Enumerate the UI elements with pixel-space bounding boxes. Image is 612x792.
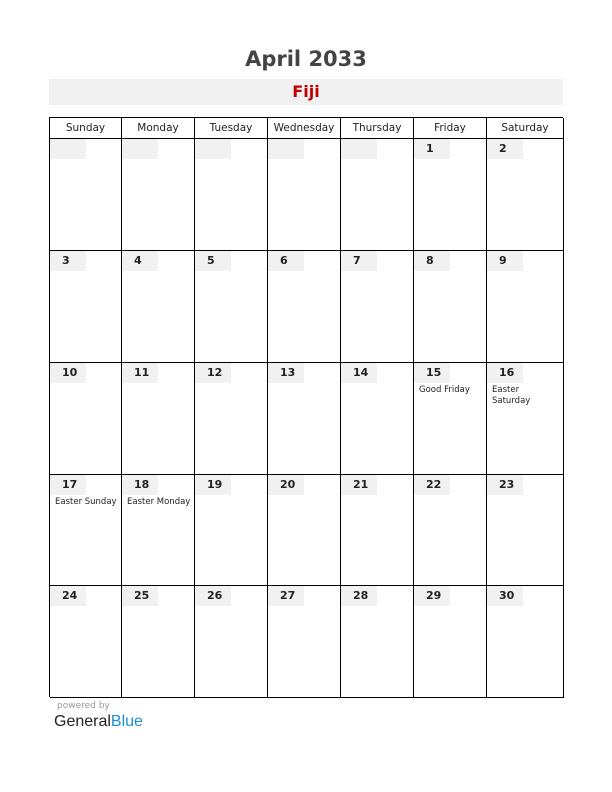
- day-number: 9: [487, 251, 523, 271]
- empty-day-cell: [122, 139, 195, 251]
- day-number: 12: [195, 363, 231, 383]
- day-number: 1: [414, 139, 450, 159]
- day-number: [50, 139, 86, 159]
- weekday-header-saturday: Saturday: [487, 118, 564, 139]
- holiday-label: Easter Sunday: [55, 497, 117, 507]
- empty-day-cell: [195, 139, 268, 251]
- brand-blue: Blue: [110, 713, 143, 730]
- day-number: 3: [50, 251, 86, 271]
- calendar-grid: [49, 117, 563, 697]
- day-cell-11[interactable]: [122, 363, 195, 475]
- day-number: [195, 139, 231, 159]
- day-number: 4: [122, 251, 158, 271]
- calendar-title: April 2033: [245, 47, 367, 71]
- day-cell-2[interactable]: [487, 139, 564, 251]
- day-number: 10: [50, 363, 86, 383]
- country-name: Fiji: [49, 79, 563, 105]
- day-cell-3[interactable]: [50, 251, 122, 363]
- day-number: 14: [341, 363, 377, 383]
- day-number: 6: [268, 251, 304, 271]
- day-number: 27: [268, 586, 304, 606]
- weekday-header-sunday: Sunday: [50, 118, 122, 139]
- day-cell-28[interactable]: [341, 586, 414, 698]
- day-number: 11: [122, 363, 158, 383]
- day-number: 19: [195, 475, 231, 495]
- day-number: 7: [341, 251, 377, 271]
- day-cell-23[interactable]: [487, 475, 564, 586]
- day-cell-18[interactable]: [122, 475, 195, 586]
- day-number: 30: [487, 586, 523, 606]
- day-cell-12[interactable]: [195, 363, 268, 475]
- empty-day-cell: [268, 139, 341, 251]
- day-cell-7[interactable]: [341, 251, 414, 363]
- day-cell-19[interactable]: [195, 475, 268, 586]
- empty-day-cell: [50, 139, 122, 251]
- day-cell-26[interactable]: [195, 586, 268, 698]
- day-number: 28: [341, 586, 377, 606]
- day-number: [122, 139, 158, 159]
- day-number: 20: [268, 475, 304, 495]
- day-number: 29: [414, 586, 450, 606]
- day-cell-25[interactable]: [122, 586, 195, 698]
- day-number: 26: [195, 586, 231, 606]
- day-number: [341, 139, 377, 159]
- weekday-header-thursday: Thursday: [341, 118, 414, 139]
- day-number: 8: [414, 251, 450, 271]
- day-cell-22[interactable]: [414, 475, 487, 586]
- empty-day-cell: [341, 139, 414, 251]
- day-cell-1[interactable]: [414, 139, 487, 251]
- day-cell-24[interactable]: [50, 586, 122, 698]
- powered-by-text: powered by: [57, 701, 110, 711]
- weekday-header-monday: Monday: [122, 118, 195, 139]
- day-cell-15[interactable]: [414, 363, 487, 475]
- day-cell-13[interactable]: [268, 363, 341, 475]
- day-number: 18: [122, 475, 158, 495]
- day-number: 25: [122, 586, 158, 606]
- day-number: 21: [341, 475, 377, 495]
- day-number: 17: [50, 475, 86, 495]
- holiday-label: Easter Monday: [127, 497, 191, 507]
- day-cell-5[interactable]: [195, 251, 268, 363]
- day-number: 15: [414, 363, 450, 383]
- day-cell-21[interactable]: [341, 475, 414, 586]
- day-cell-27[interactable]: [268, 586, 341, 698]
- day-number: 13: [268, 363, 304, 383]
- day-cell-10[interactable]: [50, 363, 122, 475]
- day-cell-14[interactable]: [341, 363, 414, 475]
- day-number: 5: [195, 251, 231, 271]
- day-number: 2: [487, 139, 523, 159]
- day-number: [268, 139, 304, 159]
- weekday-header-wednesday: Wednesday: [268, 118, 341, 139]
- day-number: 23: [487, 475, 523, 495]
- day-cell-17[interactable]: [50, 475, 122, 586]
- day-cell-20[interactable]: [268, 475, 341, 586]
- brand-general: General: [54, 713, 111, 730]
- day-cell-9[interactable]: [487, 251, 564, 363]
- day-cell-8[interactable]: [414, 251, 487, 363]
- day-cell-30[interactable]: [487, 586, 564, 698]
- holiday-label: Easter Saturday: [492, 385, 531, 406]
- day-number: 16: [487, 363, 523, 383]
- day-cell-29[interactable]: [414, 586, 487, 698]
- day-cell-16[interactable]: [487, 363, 564, 475]
- weekday-header-friday: Friday: [414, 118, 487, 139]
- brand-logo[interactable]: [54, 713, 143, 731]
- holiday-label: Good Friday: [419, 385, 470, 395]
- day-number: 22: [414, 475, 450, 495]
- day-number: 24: [50, 586, 86, 606]
- day-cell-6[interactable]: [268, 251, 341, 363]
- weekday-header-tuesday: Tuesday: [195, 118, 268, 139]
- day-cell-4[interactable]: [122, 251, 195, 363]
